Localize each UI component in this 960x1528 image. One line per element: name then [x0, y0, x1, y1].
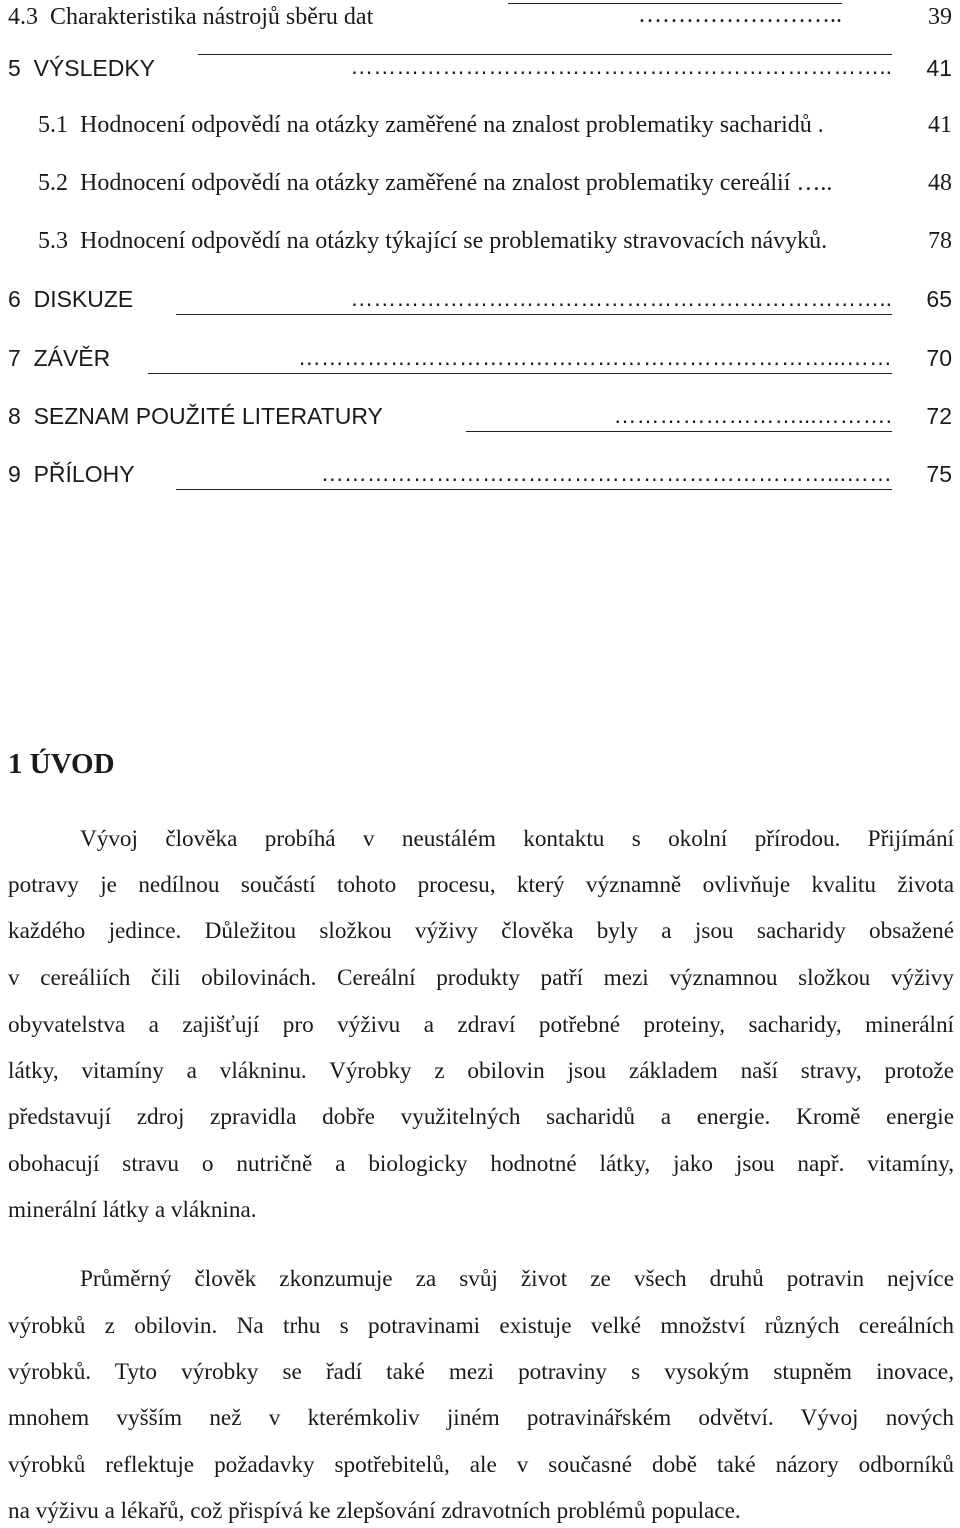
paragraph-line: mnohem vyšším než v kterémkoliv jiném potravinářském odvětví. Vývoj nových [8, 1405, 954, 1431]
toc-entry-title: 8 SEZNAM POUŽITÉ LITERATURY [8, 403, 383, 429]
toc-entry-title: 5 VÝSLEDKY [8, 55, 156, 81]
toc-entry-title: 5.2 Hodnocení odpovědí na otázky zaměřené na znalost problematiky cereálií ….. [38, 170, 833, 196]
toc-entry-title: 4.3 Charakteristika nástrojů sběru dat [8, 4, 374, 30]
paragraph-line: Průměrný člověk zkonzumuje za svůj život ze všech druhů potravin nejvíce [80, 1266, 954, 1292]
toc-entry-8[interactable] [8, 399, 952, 433]
paragraph-line: výrobků z obilovin. Na trhu s potravinami existuje velké množství různých cereálních [8, 1313, 954, 1339]
toc-entry-7[interactable] [8, 341, 952, 375]
toc-entry-5[interactable] [8, 51, 952, 85]
toc-entry-page: 41 [926, 55, 952, 81]
paragraph-line: Vývoj člověka probíhá v neustálém kontaktu s okolní přírodou. Přijímání [80, 826, 954, 852]
toc-entry-4-3[interactable] [8, 0, 952, 34]
toc-entry-page: 78 [928, 228, 952, 254]
toc-entry-title: 6 DISKUZE [8, 286, 134, 312]
paragraph-line: látky, vitamíny a vlákninu. Výrobky z obilovin jsou základem naší stravy, protože [8, 1058, 954, 1084]
toc-entry-page: 39 [928, 4, 952, 30]
toc-leader: …………………………………………………………...…… [176, 486, 892, 490]
toc-leader: ……………………...………. [466, 428, 892, 432]
toc-entry-title: 5.1 Hodnocení odpovědí na otázky zaměřené na znalost problematiky sacharidů . [38, 112, 824, 138]
section-heading: 1 ÚVOD [8, 748, 115, 780]
paragraph-line: minerální látky a vláknina. [8, 1197, 257, 1223]
paragraph-line: představují zdroj zpravidla dobře využitelných sacharidů a energie. Kromě energie [8, 1104, 954, 1130]
toc-entry-title: 7 ZÁVĚR [8, 345, 111, 371]
toc-entry-page: 65 [926, 286, 952, 312]
toc-leader: …………………………………………………………….. [198, 51, 892, 55]
paragraph-line: každého jedince. Důležitou složkou výživy člověka byly a jsou sacharidy obsažené [8, 918, 954, 944]
paragraph-line: obohacují stravu o nutričně a biologicky hodnotné látky, jako jsou např. vitamíny, [8, 1151, 954, 1177]
toc-entry-title: 5.3 Hodnocení odpovědí na otázky týkající se problematiky stravovacích návyků. [38, 228, 828, 254]
toc-entry-title: 9 PŘÍLOHY [8, 461, 135, 487]
toc-leader: ……………………………………………………………...…… [148, 370, 892, 374]
toc-entry-9[interactable] [8, 457, 952, 491]
toc-entry-page: 72 [926, 403, 952, 429]
paragraph-line: výrobků. Tyto výrobky se řadí také mezi potraviny s vysokým stupněm inovace, [8, 1359, 954, 1385]
paragraph-line: potravy je nedílnou součástí tohoto procesu, který významně ovlivňuje kvalitu života [8, 872, 954, 898]
toc-entry-page: 48 [928, 170, 952, 196]
toc-leader: …………………………………………………………….. [176, 311, 892, 315]
paragraph-line: na výživu a lékařů, což přispívá ke zlepšování zdravotních problémů populace. [8, 1498, 741, 1524]
toc-leader: …………………….. [508, 0, 842, 4]
paragraph-line: obyvatelstva a zajišťují pro výživu a zdraví potřebné proteiny, sacharidy, minerální [8, 1012, 954, 1038]
toc-entry-page: 70 [926, 345, 952, 371]
paragraph-line: v cereáliích čili obilovinách. Cereální produkty patří mezi významnou složkou výživy [8, 965, 954, 991]
toc-entry-6[interactable] [8, 282, 952, 316]
paragraph-line: výrobků reflektuje požadavky spotřebitelů, ale v současné době také názory odborníků [8, 1452, 954, 1478]
toc-entry-5-2[interactable] [8, 166, 952, 200]
toc-entry-5-3[interactable] [8, 224, 952, 258]
toc-entry-5-1[interactable] [8, 108, 952, 142]
toc-entry-page: 41 [928, 112, 952, 138]
toc-entry-page: 75 [926, 461, 952, 487]
